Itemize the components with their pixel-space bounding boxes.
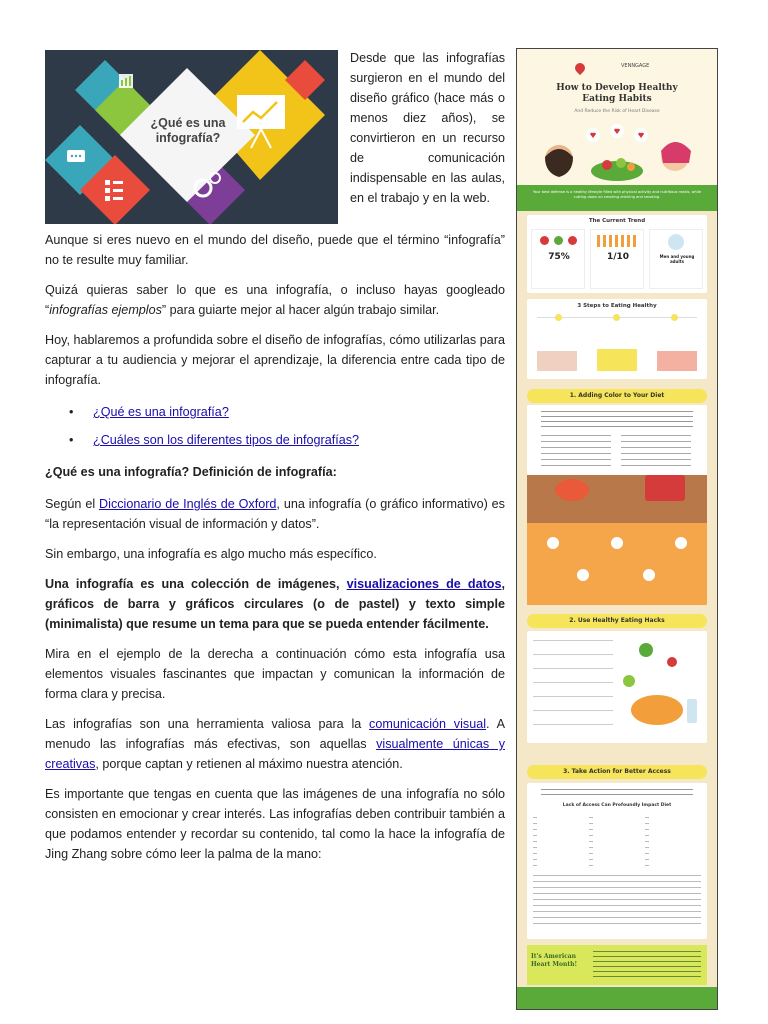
produce-table-illustration — [527, 475, 707, 523]
infographic — [516, 48, 718, 1010]
heart-logo-icon — [573, 61, 587, 75]
section-heading — [45, 462, 505, 482]
radish-icon — [568, 236, 577, 245]
intro-paragraph-3 — [45, 280, 505, 320]
green-intro-text: Your best defense is a healthy lifestyle filled with physical activity and nutritious meals, while cutting down on smoking drinking and smoking. — [532, 190, 702, 199]
intro-paragraph-1: Desde que las infografías surgieron en el mundo del diseño gráfico (hace más o menos diez años), se convirtieron en un recurso de comunicación indispensable en las aulas, en el trabajo y en la web. — [350, 51, 505, 205]
closing-paragraph: Es importante que tengas en cuenta que las imágenes de una infografía no sólo consisten en emocionar y crear interés. Las infografías deben contribuir también a que podamos entender y recordar su contenido, tal como la hace la infografía de Jing Zhang sobre cómo leer la palma de la mano: — [45, 787, 505, 861]
hero-image — [45, 50, 338, 224]
section-heading-text: ¿Qué es una infografía? Definición de infografía: — [45, 465, 337, 479]
stat-card-3 — [649, 229, 703, 289]
plate-icon — [668, 234, 684, 250]
stat-value-2: 1/10 — [606, 252, 630, 262]
hero-bubble-title: ¿Qué es una infografía? — [150, 116, 226, 145]
definition-paragraph — [45, 494, 505, 534]
data-visualization-link[interactable]: visualizaciones de datos — [346, 577, 502, 591]
heart-month-footer — [527, 945, 707, 985]
bold-def-text-a: Una infografía es una colección de imágenes, — [45, 577, 347, 591]
infographic-header — [517, 49, 717, 189]
specific-paragraph: Sin embargo, una infografía es algo mucho más específico. — [45, 547, 377, 561]
infographic-source — [517, 987, 717, 1009]
green-intro-band — [517, 185, 717, 211]
toc-link-2[interactable]: ¿Cuáles son los diferentes tipos de infografías? — [93, 433, 360, 447]
access-title: Lack of Access Can Profoundly Impact Diet — [562, 803, 672, 808]
stat-card-2 — [590, 229, 644, 289]
intro-paragraph-4: Hoy, hablaremos a profundida sobre el diseño de infografías, cómo utilizarlas para capturar a tu audiencia y mejorar el aprendizaje, la diferencia entre cada tipo de infografía. — [45, 333, 505, 387]
steps-title: 3 Steps to Eating Healthy — [577, 303, 657, 309]
bold-def-text-b: , gráficos de barra y gráficos circulares (o de pastel) y texto simple (minimalista) que resume un tema para que se pueda entender fácilmente. — [45, 577, 505, 631]
def-text-b: , una infografía (o gráfico informativo) es “la representación visual de información y datos”. — [45, 497, 505, 531]
adding-color-section — [527, 405, 707, 605]
toc-item — [45, 430, 505, 450]
example-paragraph: Mira en el ejemplo de la derecha a continuación cómo esta infografía usa elementos visuales fascinantes que impactan y comunican la información de forma clara y precisa. — [45, 647, 505, 701]
apple-icon — [540, 236, 549, 245]
salad-bowl-icon — [631, 695, 683, 725]
bold-definition-paragraph — [45, 574, 505, 634]
vc-text-b: . A menudo las infografías más efectivas, son aquellas — [45, 717, 505, 751]
current-trend-section — [527, 215, 707, 293]
intro-p3-text-b: ” para guiarte mejor al hacer algún trabajo similar. — [161, 303, 440, 317]
stat-card-1 — [531, 229, 585, 289]
stat-value-1: 75% — [548, 252, 570, 262]
toc-link-1[interactable]: ¿Qué es una infografía? — [93, 405, 229, 419]
step-illustration-2 — [597, 349, 637, 371]
visual-communication-paragraph — [45, 714, 505, 774]
stat-value-3: Men and young adults — [659, 254, 695, 264]
band-eating-hacks: 2. Use Healthy Eating Hacks — [527, 614, 707, 628]
broccoli-icon — [554, 236, 563, 245]
infographic-title: How to Develop Healthy Eating Habits — [556, 83, 678, 104]
infographic-subtitle: And Reduce the Risk of Heart Disease — [574, 109, 660, 114]
intro-p3-emphasis: infografías ejemplos — [49, 303, 162, 317]
band-adding-color: 1. Adding Color to Your Diet — [527, 389, 707, 403]
intro-p3-text-a: Quizá quieras saber lo que es una infografía, o incluso hayas googleado “ — [45, 283, 505, 317]
step-illustration-1 — [537, 351, 577, 371]
step-illustration-3 — [657, 351, 697, 371]
trend-title: The Current Trend — [588, 218, 646, 224]
def-text-a: Según el — [45, 497, 100, 511]
eating-hacks-section — [527, 631, 707, 743]
header-illustration — [517, 121, 717, 191]
better-access-section — [527, 783, 707, 939]
visual-communication-link[interactable]: comunicación visual — [369, 717, 487, 731]
oxford-dictionary-link[interactable]: Diccionario de Inglés de Oxford — [99, 497, 277, 511]
water-bottle-icon — [687, 699, 697, 723]
vc-text-c: , porque captan y retienen al máximo nuestra atención. — [95, 757, 403, 771]
brand-label: VENNGAGE — [621, 63, 650, 69]
footer-title: It's American Heart Month! — [531, 953, 578, 968]
three-steps-section — [527, 299, 707, 379]
unique-creative-link[interactable]: visualmente únicas y creativas — [45, 737, 505, 771]
vc-text-a: Las infografías son una herramienta valiosa para la — [45, 717, 370, 731]
intro-paragraph-2: Aunque si eres nuevo en el mundo del diseño, puede que el término “infografía” no te resulte muy familiar. — [45, 233, 505, 267]
carrots-icon — [597, 235, 639, 247]
toc-item — [45, 402, 505, 422]
article — [45, 48, 505, 874]
band-better-access: 3. Take Action for Better Access — [527, 765, 707, 779]
